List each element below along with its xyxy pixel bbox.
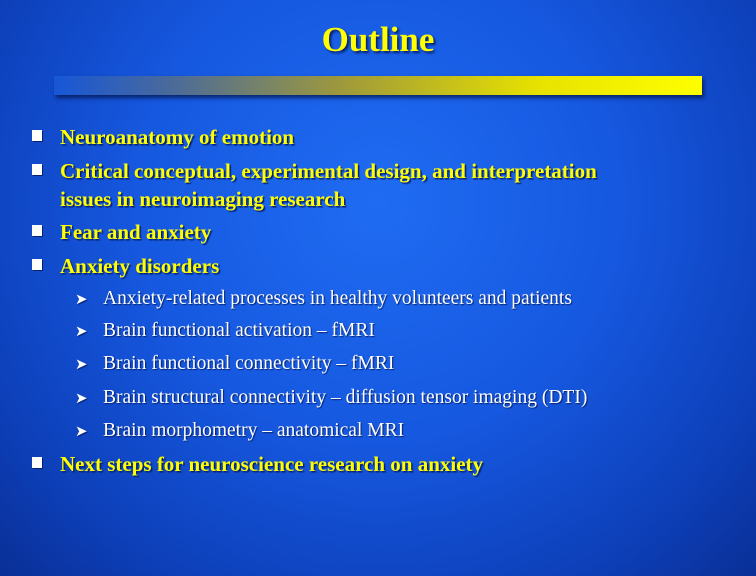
arrowhead-bullet-icon: ➤ (75, 290, 88, 308)
sub-bullet-text: Anxiety-related processes in healthy volunteers and patients (103, 288, 572, 309)
square-bullet-icon (32, 259, 42, 270)
arrowhead-bullet-icon: ➤ (75, 322, 88, 340)
square-bullet-icon (32, 225, 42, 236)
sub-bullet-text: Brain functional connectivity – fMRI (103, 353, 395, 374)
square-bullet-icon (32, 457, 42, 468)
title-underline-bar (54, 76, 702, 95)
bullet-text: Neuroanatomy of emotion (60, 125, 295, 149)
square-bullet-icon (32, 164, 42, 175)
sub-bullet-text: Brain morphometry – anatomical MRI (103, 420, 405, 441)
bullet-text: Fear and anxiety (60, 220, 212, 244)
bullet-text: Critical conceptual, experimental design, and interpretation (60, 159, 597, 183)
arrowhead-bullet-icon: ➤ (75, 355, 88, 373)
bullet-text: Anxiety disorders (60, 254, 220, 278)
bullet-text: Next steps for neuroscience research on anxiety (60, 452, 484, 476)
arrowhead-bullet-icon: ➤ (75, 389, 88, 407)
square-bullet-icon (32, 130, 42, 141)
sub-bullet-text: Brain functional activation – fMRI (103, 320, 375, 341)
slide-title: Outline (321, 20, 435, 59)
sub-bullet-text: Brain structural connectivity – diffusion tensor imaging (DTI) (103, 387, 588, 408)
bullet-continuation-text: issues in neuroimaging research (60, 187, 346, 211)
arrowhead-bullet-icon: ➤ (75, 422, 88, 440)
